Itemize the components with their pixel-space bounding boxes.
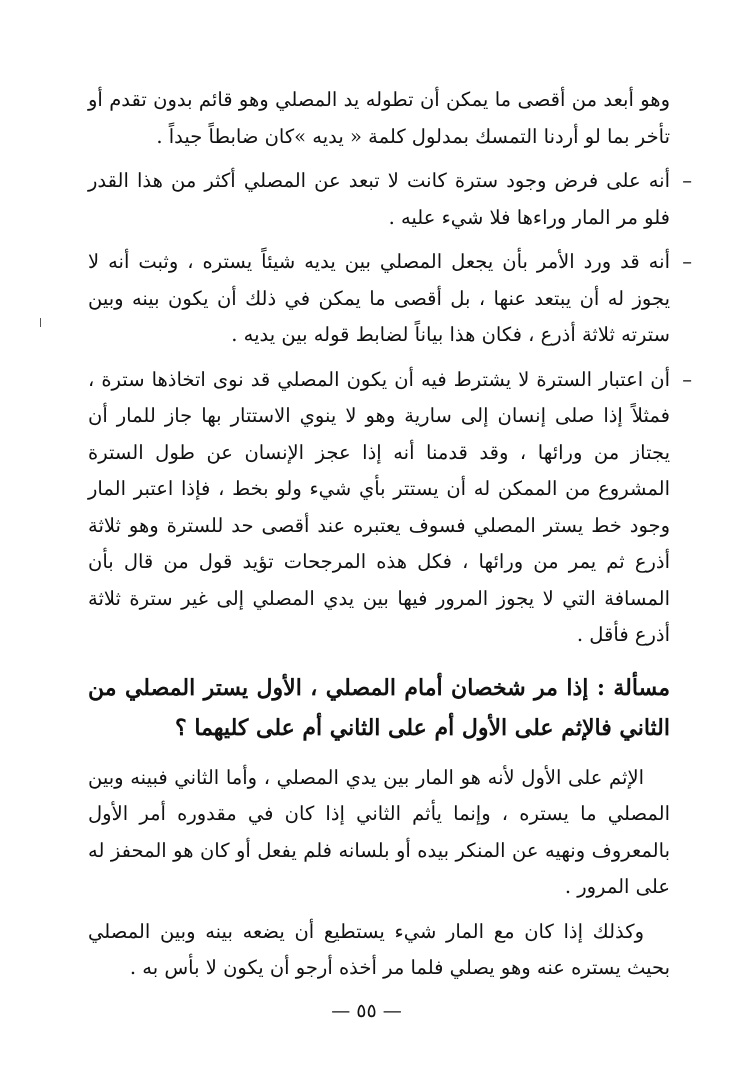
bullet-item — [88, 362, 692, 654]
answer-paragraph: الإثم على الأول لأنه هو المار بين يدي المصلي ، وأما الثاني فبينه وبين المصلي ما يستره ، وإنما يأثم الثاني إذا كان في مقدوره أمر الأول بالمعروف ونهيه عن المنكر بيده أو بلسانه فلم يفعل أو كان هو المحفز له على المرور . — [88, 765, 670, 898]
margin-mark — [40, 318, 41, 327]
bullet-text: أنه قد ورد الأمر بأن يجعل المصلي بين يديه شيئاً يستره ، وثبت أنه لا يجوز له أن يبتعد عنها ، بل أقصى ما يمكن في ذلك أن يكون بينه وبين سترته ثلاثة أذرع ، فكان هذا بياناً لضابط قوله بين يديه . — [88, 250, 670, 346]
bullet-marker: – — [682, 169, 692, 192]
bullet-text: أنه على فرض وجود سترة كانت لا تبعد عن المصلي أكثر من هذا القدر فلو مر المار وراءها فلا شيء عليه . — [88, 169, 670, 229]
bullet-item — [88, 244, 692, 354]
question-heading: مسألة : إذا مر شخصان أمام المصلي ، الأول يستر المصلي من الثاني فالإثم على الأول أم على الثاني أم على كليهما ؟ — [88, 674, 670, 741]
bullet-marker: – — [682, 250, 692, 273]
page-content — [88, 82, 692, 995]
bullet-list — [88, 163, 692, 654]
bullet-text: أن اعتبار السترة لا يشترط فيه أن يكون المصلي قد نوى اتخاذها سترة ، فمثلاً إذا صلى إنسان إلى سارية وهو لا ينوي الاستتار بها جاز للمار أن يجتاز من ورائها ، وقد قدمنا أنه إذا عجز الإنسان عن طول السترة المشروع من الممكن له أن يستتر بأي شيء ولو بخط ، فإذا اعتبر المار وجود خط يستر المصلي فسوف يعتبره عند أقصى حد للسترة وهو ثلاثة أذرع ثم يمر من ورائها ، فكل هذه المرجحات تؤيد قول من قال بأن المسافة التي لا يجوز المرور فيها بين يدي المصلي إلى غير سترة ثلاثة أذرع فأقل . — [88, 367, 670, 646]
bullet-item — [88, 163, 692, 236]
intro-paragraph: وهو أبعد من أقصى ما يمكن أن تطوله يد المصلي وهو قائم بدون تقدم أو تأخر بما لو أردنا التمسك بمدلول كلمة « يديه »كان ضابطاً جيداً . — [88, 88, 670, 148]
page-number: — ٥٥ — — [331, 1000, 402, 1022]
answer-paragraph: وكذلك إذا كان مع المار شيء يستطيع أن يضعه بينه وبين المصلي بحيث يستره عنه وهو يصلي فلما مر أخذه أرجو أن يكون لا بأس به . — [88, 919, 670, 979]
bullet-marker: – — [682, 367, 692, 391]
